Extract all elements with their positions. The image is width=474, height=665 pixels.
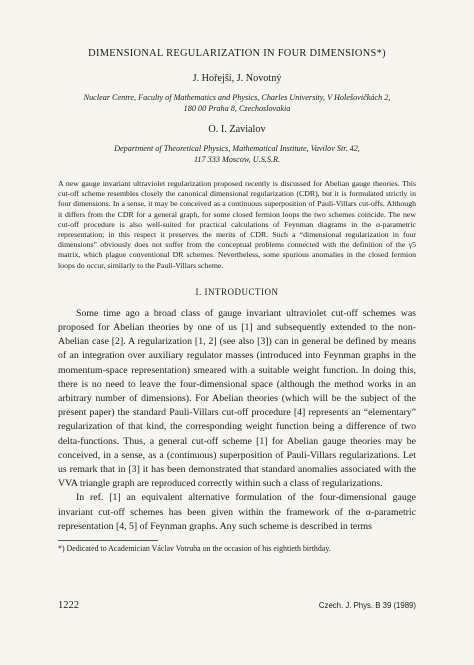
affiliation-2-line-1: Department of Theoretical Physics, Mathematical Institute, Vavilov Str. 42,: [114, 144, 360, 153]
page-footer: [58, 600, 416, 611]
affiliation-1-line-1: Nuclear Centre, Faculty of Mathematics and Physics, Charles University, V Holešovičkách 2,: [83, 93, 391, 102]
page-number: 1222: [58, 600, 79, 611]
journal-reference: Czech. J. Phys. B 39 (1989): [318, 601, 416, 610]
body-paragraph-1: Some time ago a broad class of gauge invariant ultraviolet cut-off schemes was proposed for Abelian theories by one of us [1] and subsequently extended to the non-Abelian case [2]. A regularization [1, 2] (see also [3]) can in general be defined by means of an integration over auxiliary regulator masses (introduced into Feynman graphs in the momentum-space representation) smeared with a suitable weight function. In doing this, there is no need to leave the four-dimensional space (although the method works in an arbitrary number of dimensions). For Abelian theories (which will be the subject of the present paper) the standard Pauli-Villars cut-off procedure [4] represents an “elementary” regularization of that kind, the corresponding weight function being a difference of two delta-functions. Thus, a general cut-off scheme [1] for Abelian gauge theories may be conceived, in a sense, as a (continuous) superposition of Pauli-Villars regularizations. Let us remark that in [3] it has been demonstrated that standard anomalies associated with the VVA triangle graph are reproduced correctly within such a class of regularizations.: [58, 307, 416, 490]
affiliation-1-line-2: 180 00 Praha 8, Czechoslovakia: [183, 104, 291, 113]
affiliation-2: [58, 143, 416, 165]
footnote: *) Dedicated to Academician Václav Votruba on the occasion of his eightieth birthday.: [58, 544, 331, 554]
abstract: A new gauge invariant ultraviolet regularization proposed recently is discussed for Abelian gauge theories. This cut-off scheme resembles closely the canonical dimensional regularization (CDR), but it is formulated strictly in four dimensions. In a sense, it may be conceived as a continuous superposition of Pauli-Villars cut-offs. Although it differs from the CDR for a general graph, for some closed fermion loops the two schemes coincide. The new cut-off procedure is also well-suited for practical calculations of Feynman diagrams in the α-parametric representation; in this respect it preserves the merits of CDR. Such a “dimensional regularization in four dimensions” obviously does not suffer from the conceptual problems connected with the definition of the γ5 matrix, which plague conventional DR schemes. Nevertheless, some spurious anomalies in the closed fermion loops do occur, similarly to the Pauli-Villars scheme.: [58, 179, 416, 270]
section-heading: I. INTRODUCTION: [195, 286, 279, 297]
author-list-2: O. I. Zavialov: [208, 124, 266, 135]
footnote-rule: [58, 540, 158, 541]
affiliation-2-line-2: 117 333 Moscow, U.S.S.R.: [193, 155, 281, 164]
author-list-1: J. Hořejší, J. Novotný: [192, 73, 282, 84]
body-paragraph-2: In ref. [1] an equivalent alternative formulation of the four-dimensional gauge invariant cut-off schemes has been given within the framework of the α-parametric representation [4, 5] of Feynman graphs. Any such scheme is described in terms: [58, 492, 416, 532]
paper-title: DIMENSIONAL REGULARIZATION IN FOUR DIMENSIONS*): [88, 48, 386, 59]
affiliation-1: [58, 92, 416, 114]
